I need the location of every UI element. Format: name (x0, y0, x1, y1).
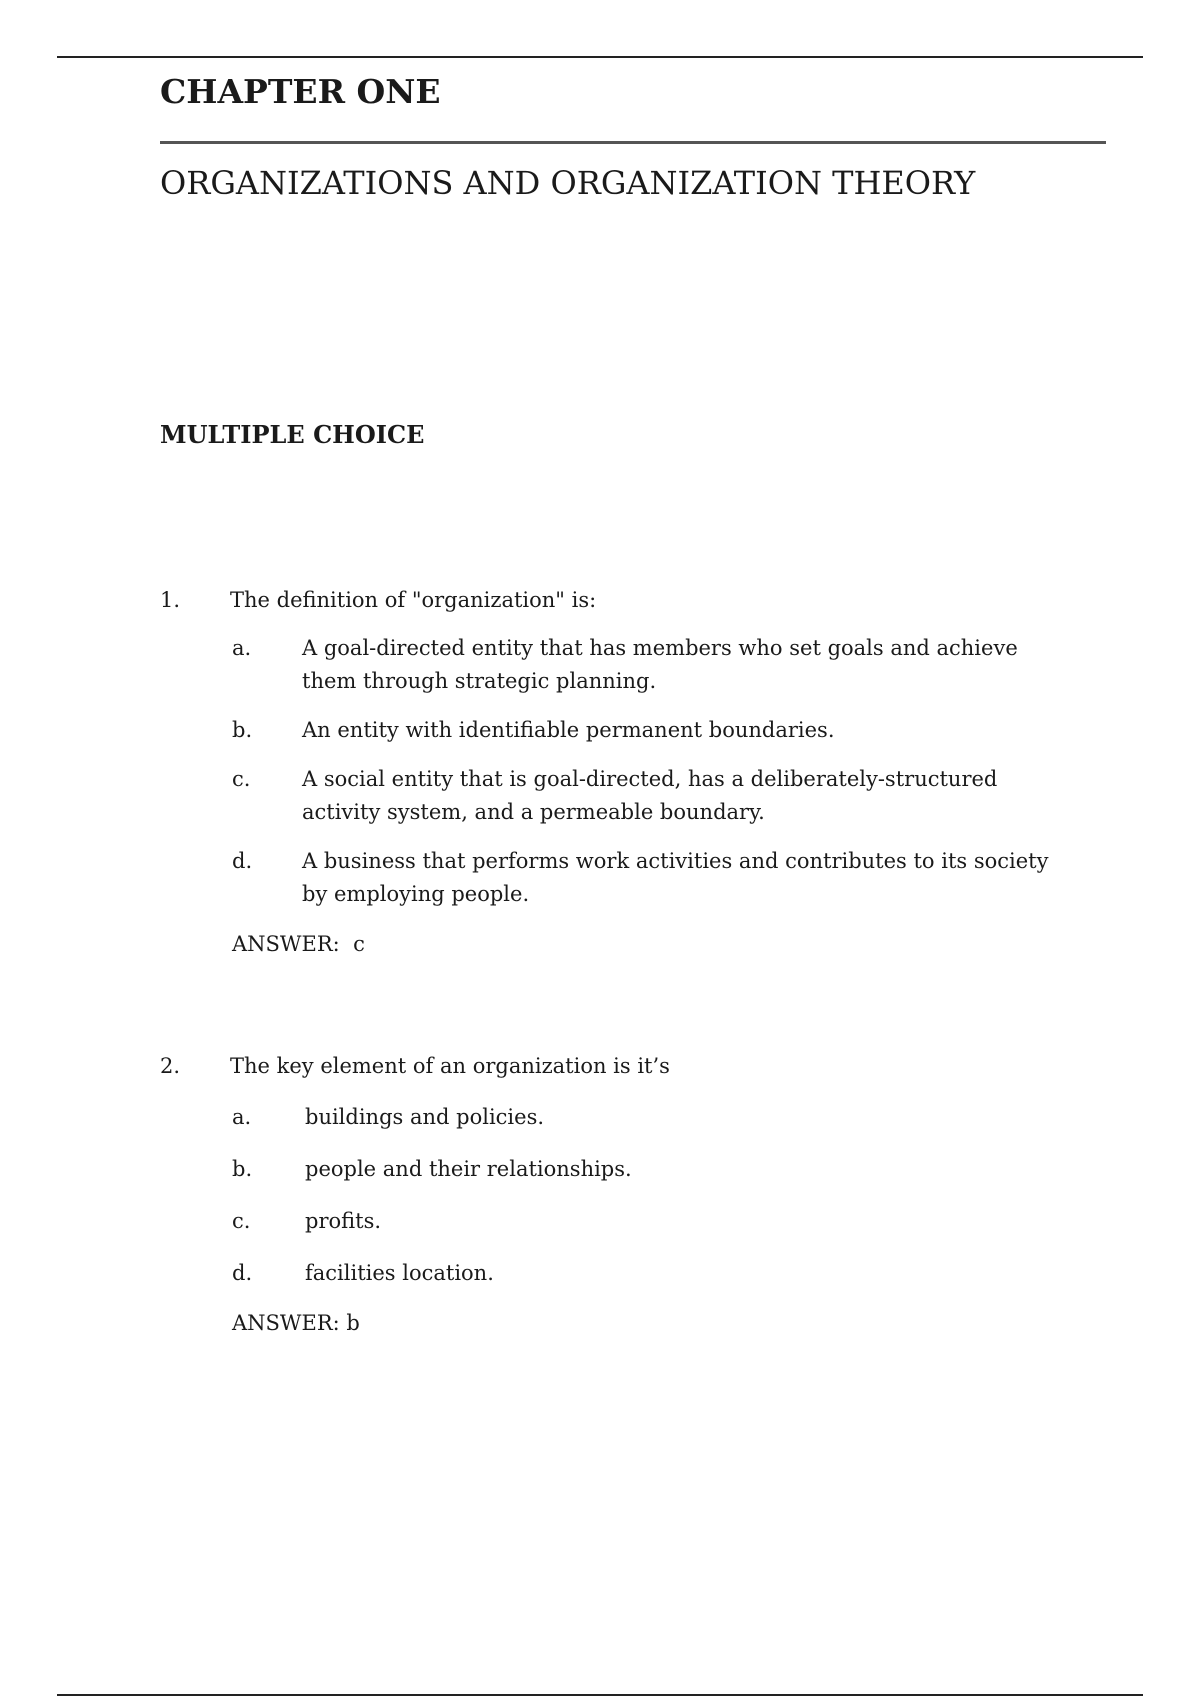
question-stem (160, 1050, 1060, 1082)
option-item (232, 845, 1060, 911)
option-letter: a. (232, 1105, 252, 1129)
question-stem (160, 584, 1060, 616)
option-list (232, 632, 1060, 911)
option-letter: c. (232, 1209, 251, 1233)
chapter-title-rule (160, 141, 1106, 144)
option-text: A social entity that is goal-directed, has a deliberately-structured activity system, and a permeable boundary. (302, 767, 998, 824)
option-text: buildings and policies. (305, 1105, 545, 1129)
option-item (232, 1257, 1060, 1290)
option-item (232, 1153, 1060, 1186)
page-top-rule (57, 56, 1143, 58)
answer-key: ANSWER: c (232, 932, 365, 956)
question-number: 1. (160, 588, 181, 612)
page-bottom-rule (57, 1694, 1143, 1696)
option-text: An entity with identifiable permanent boundaries. (302, 718, 835, 742)
section-heading: MULTIPLE CHOICE (160, 420, 425, 449)
option-text: facilities location. (305, 1261, 494, 1285)
option-text: people and their relationships. (305, 1157, 632, 1181)
option-text: A goal-directed entity that has members who set goals and achieve them through strategic planning. (302, 636, 1018, 693)
option-item (232, 714, 1060, 747)
option-letter: a. (232, 636, 252, 660)
option-letter: d. (232, 849, 253, 873)
option-item (232, 632, 1060, 698)
question-number: 2. (160, 1054, 181, 1078)
option-list (232, 1101, 1060, 1290)
option-letter: b. (232, 718, 253, 742)
option-letter: d. (232, 1261, 253, 1285)
option-item (232, 1205, 1060, 1238)
option-item (232, 1101, 1060, 1134)
answer-key: ANSWER: b (232, 1311, 360, 1335)
chapter-title: CHAPTER ONE (160, 72, 441, 111)
question-text: The key element of an organization is it’s (230, 1054, 670, 1078)
question-1 (160, 584, 1060, 960)
option-item (232, 763, 1060, 829)
question-text: The definition of "organization" is: (230, 588, 597, 612)
chapter-subtitle: ORGANIZATIONS AND ORGANIZATION THEORY (160, 164, 976, 202)
option-text: profits. (305, 1209, 382, 1233)
option-text: A business that performs work activities and contributes to its society by employing people. (302, 849, 1049, 906)
question-2 (160, 1050, 1060, 1339)
option-letter: b. (232, 1157, 253, 1181)
option-letter: c. (232, 767, 251, 791)
